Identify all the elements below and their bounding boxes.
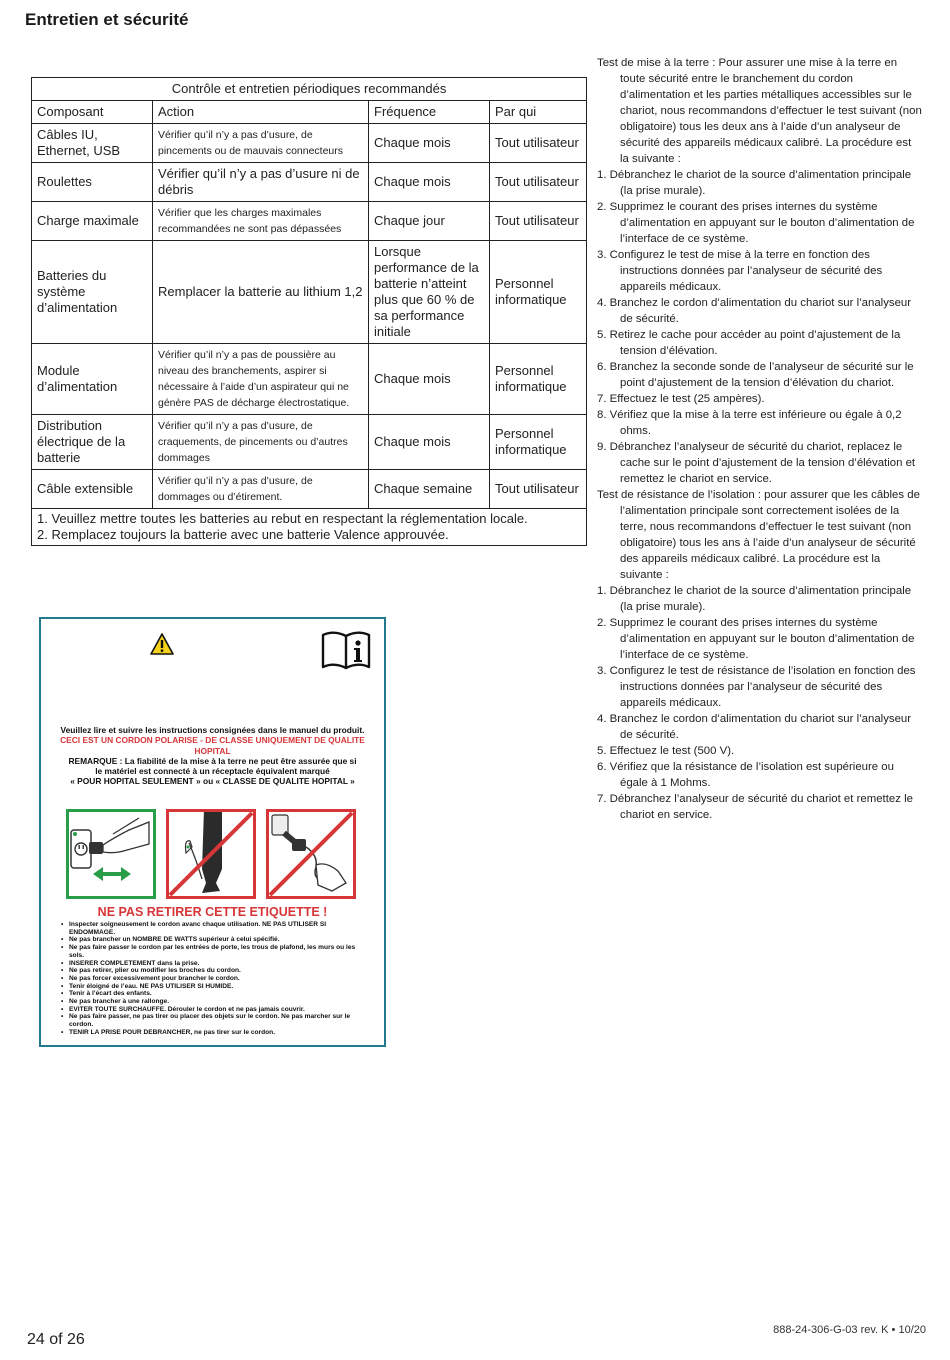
procedure-step: 5. Effectuez le test (500 V). xyxy=(597,745,735,757)
cell-component: Batteries du système d’alimentation xyxy=(32,241,153,344)
cell-component: Roulettes xyxy=(32,163,153,202)
cell-frequency: Chaque semaine xyxy=(369,470,490,509)
cell-responsible: Personnel informatique xyxy=(490,415,587,470)
procedure-step: 9. Débranchez l’analyseur de sécurité du chariot, replacez le cache sur le point d’ajustement de la tension d’élévation et remettez le chariot en service. xyxy=(597,441,916,485)
cell-action: Vérifier qu’il n’y a pas d’usure, de craquements, de pincements ou d’autres dommages xyxy=(153,415,369,470)
maintenance-table xyxy=(31,77,587,546)
table-row xyxy=(32,202,587,241)
label-hospital-grade: « POUR HOPITAL SEULEMENT » ou « CLASSE DE QUALITE HOPITAL » xyxy=(70,776,355,787)
cell-frequency: Chaque mois xyxy=(369,344,490,415)
page-title: Entretien et sécurité xyxy=(25,10,189,29)
label-warning-item: • Ne pas faire passer, ne pas tirer ou placer des objets sur le cordon. Ne pas marcher sur le cordon. xyxy=(61,1013,364,1028)
page-number: 24 of 26 xyxy=(27,1331,85,1348)
insulation-test-intro: Test de résistance de l’isolation : pour assurer que les câbles de l’alimentation principale sont correctement isolées de la terre, nous recommandons d’effectuer le test suivant (non obligatoire) tous les ans à l’aide d’un analyseur de sécurité des appareils médicaux calibré. La procédure est la suivante : xyxy=(597,489,920,581)
procedure-step: 4. Branchez le cordon d’alimentation du chariot sur l’analyseur de sécurité. xyxy=(597,713,912,741)
procedure-step: 2. Supprimez le courant des prises internes du système d’alimentation en appuyant sur le bouton d’alimentation de l’interface de ce système. xyxy=(597,201,915,245)
table-row xyxy=(32,241,587,344)
no-pull-cord-icon xyxy=(166,809,256,899)
table-row xyxy=(32,163,587,202)
label-receptacle: le matériel est connecté à un réceptacle équivalent marqué xyxy=(95,766,330,777)
table-notes-row xyxy=(32,509,587,546)
cell-frequency: Chaque mois xyxy=(369,124,490,163)
cell-action: Vérifier que les charges maximales recommandées ne sont pas dépassées xyxy=(153,202,369,241)
label-pictograms xyxy=(66,809,359,901)
label-warning-item: • EVITER TOUTE SURCHAUFFE. Dérouler le cordon et ne pas jamais couvrir. xyxy=(61,1006,364,1014)
cell-frequency: Lorsque performance de la batterie n’atteint plus que 60 % de sa performance initiale xyxy=(369,241,490,344)
cell-action: Vérifier qu’il n’y a pas d’usure, de dommages ou d’étirement. xyxy=(153,470,369,509)
procedure-step: 6. Vérifiez que la résistance de l’isolation est supérieure ou égale à 1 Mohms. xyxy=(597,761,894,789)
cell-component: Câbles IU, Ethernet, USB xyxy=(32,124,153,163)
cell-component: Module d’alimentation xyxy=(32,344,153,415)
label-warning-item: • Tenir à l’écart des enfants. xyxy=(61,990,364,998)
header-frequency: Fréquence xyxy=(369,101,490,124)
procedure-step: 7. Effectuez le test (25 ampères). xyxy=(597,393,765,405)
table-note: 1. Veuillez mettre toutes les batteries au rebut en respectant la réglementation locale. xyxy=(37,511,528,526)
label-polarized-cord: CECI EST UN CORDON POLARISE - DE CLASSE UNIQUEMENT DE QUALITE HOPITAL xyxy=(60,735,365,756)
cell-component: Câble extensible xyxy=(32,470,153,509)
cell-responsible: Tout utilisateur xyxy=(490,470,587,509)
label-instructions xyxy=(49,725,376,787)
ground-test-section xyxy=(597,55,922,487)
header-responsible: Par qui xyxy=(490,101,587,124)
insulation-test-section xyxy=(597,487,922,823)
label-warnings-list xyxy=(61,921,364,1037)
table-row xyxy=(32,415,587,470)
label-warning-item: • Inspecter soigneusement le cordon avanc chaque utilisation. NE PAS UTILISER SI ENDOMMAGE. xyxy=(61,921,364,936)
table-header-row xyxy=(32,101,587,124)
cell-component: Charge maximale xyxy=(32,202,153,241)
cell-action: Vérifier qu’il n’y a pas d’usure ni de débris xyxy=(153,163,369,202)
cell-responsible: Personnel informatique xyxy=(490,344,587,415)
ground-test-steps xyxy=(597,167,922,487)
ground-test-intro: Test de mise à la terre : Pour assurer une mise à la terre en toute sécurité entre le branchement du cordon d’alimentation et les parties métalliques accessibles sur le chariot, nous recommandons d’effectuer le test suivant (non obligatoire) tous les deux ans à l’aide d’un analyseur de sécurité des appareils médicaux calibré. La procédure est la suivante : xyxy=(597,57,922,165)
procedure-step: 7. Débranchez l’analyseur de sécurité du chariot et remettez le chariot en service. xyxy=(597,793,913,821)
procedure-step: 4. Branchez le cordon d’alimentation du chariot sur l’analyseur de sécurité. xyxy=(597,297,912,325)
procedure-step: 1. Débranchez le chariot de la source d’alimentation principale (la prise murale). xyxy=(597,169,912,197)
cell-responsible: Personnel informatique xyxy=(490,241,587,344)
table-note: 2. Remplacez toujours la batterie avec une batterie Valence approuvée. xyxy=(37,527,449,542)
label-warning-item: • Ne pas brancher à une rallonge. xyxy=(61,998,364,1006)
header-component: Composant xyxy=(32,101,153,124)
label-warning-item: • TENIR LA PRISE POUR DEBRANCHER, ne pas tirer sur le cordon. xyxy=(61,1029,364,1037)
cord-safety-label xyxy=(39,617,386,1047)
label-warning-item: • Ne pas brancher un NOMBRE DE WATTS supérieur à celui spécifié. xyxy=(61,936,364,944)
table-notes xyxy=(32,509,587,546)
no-stretch-cord-icon xyxy=(266,809,356,899)
procedure-step: 1. Débranchez le chariot de la source d’alimentation principale (la prise murale). xyxy=(597,585,912,613)
procedure-step: 2. Supprimez le courant des prises internes du système d’alimentation en appuyant sur le bouton d’alimentation de l’interface de ce système. xyxy=(597,617,915,661)
cell-frequency: Chaque mois xyxy=(369,163,490,202)
cell-responsible: Tout utilisateur xyxy=(490,163,587,202)
cell-responsible: Tout utilisateur xyxy=(490,202,587,241)
procedure-step: 3. Configurez le test de résistance de l’isolation en fonction des instructions données par l’analyseur de sécurité des appareils médicaux. xyxy=(597,665,916,709)
cell-action: Vérifier qu’il n’y a pas de poussière au niveau des branchements, aspirer si nécessaire à l’aide d’un aspirateur qui ne génère PAS de décharge électrostatique. xyxy=(153,344,369,415)
label-warning-item: • Ne pas faire passer le cordon par les entrées de porte, les trous de plafond, les murs ou les sols. xyxy=(61,944,364,959)
cell-responsible: Tout utilisateur xyxy=(490,124,587,163)
table-caption: Contrôle et entretien périodiques recommandés xyxy=(32,78,587,101)
test-procedures xyxy=(597,55,922,823)
outlet-plug-icon xyxy=(66,809,156,899)
label-read-manual: Veuillez lire et suivre les instructions consignées dans le manuel du produit. xyxy=(60,725,365,735)
procedure-step: 3. Configurez le test de mise à la terre en fonction des instructions données par l’analyseur de sécurité des appareils médicaux. xyxy=(597,249,883,293)
cell-action: Remplacer la batterie au lithium 1,2 xyxy=(153,241,369,344)
table-row xyxy=(32,344,587,415)
header-action: Action xyxy=(153,101,369,124)
cell-action: Vérifier qu’il n’y a pas d’usure, de pincements ou de mauvais connecteurs xyxy=(153,124,369,163)
table-row xyxy=(32,124,587,163)
warning-triangle-icon xyxy=(150,633,174,655)
cell-frequency: Chaque jour xyxy=(369,202,490,241)
procedure-step: 5. Retirez le cache pour accéder au point d’ajustement de la tension d’élévation. xyxy=(597,329,901,357)
label-warning-item: • INSERER COMPLETEMENT dans la prise. xyxy=(61,960,364,968)
document-code: 888-24-306-G-03 rev. K • 10/20 xyxy=(773,1324,926,1336)
label-warning-item: • Ne pas retirer, plier ou modifier les broches du cordon. xyxy=(61,967,364,975)
manual-info-icon xyxy=(320,629,372,671)
cell-frequency: Chaque mois xyxy=(369,415,490,470)
label-warning-item: • Ne pas forcer excessivement pour brancher le cordon. xyxy=(61,975,364,983)
label-warning-item: • Tenir éloigné de l’eau. NE PAS UTILISER SI HUMIDE. xyxy=(61,983,364,991)
label-remark: REMARQUE : La fiabilité de la mise à la terre ne peut être assurée que si xyxy=(68,755,357,766)
table-row xyxy=(32,470,587,509)
cell-component: Distribution électrique de la batterie xyxy=(32,415,153,470)
label-do-not-remove: NE PAS RETIRER CETTE ETIQUETTE ! xyxy=(97,905,328,919)
insulation-test-steps xyxy=(597,583,922,823)
procedure-step: 6. Branchez la seconde sonde de l’analyseur de sécurité sur le point d’ajustement de la tension d’élévation du chariot. xyxy=(597,361,914,389)
procedure-step: 8. Vérifiez que la mise à la terre est inférieure ou égale à 0,2 ohms. xyxy=(597,409,902,437)
